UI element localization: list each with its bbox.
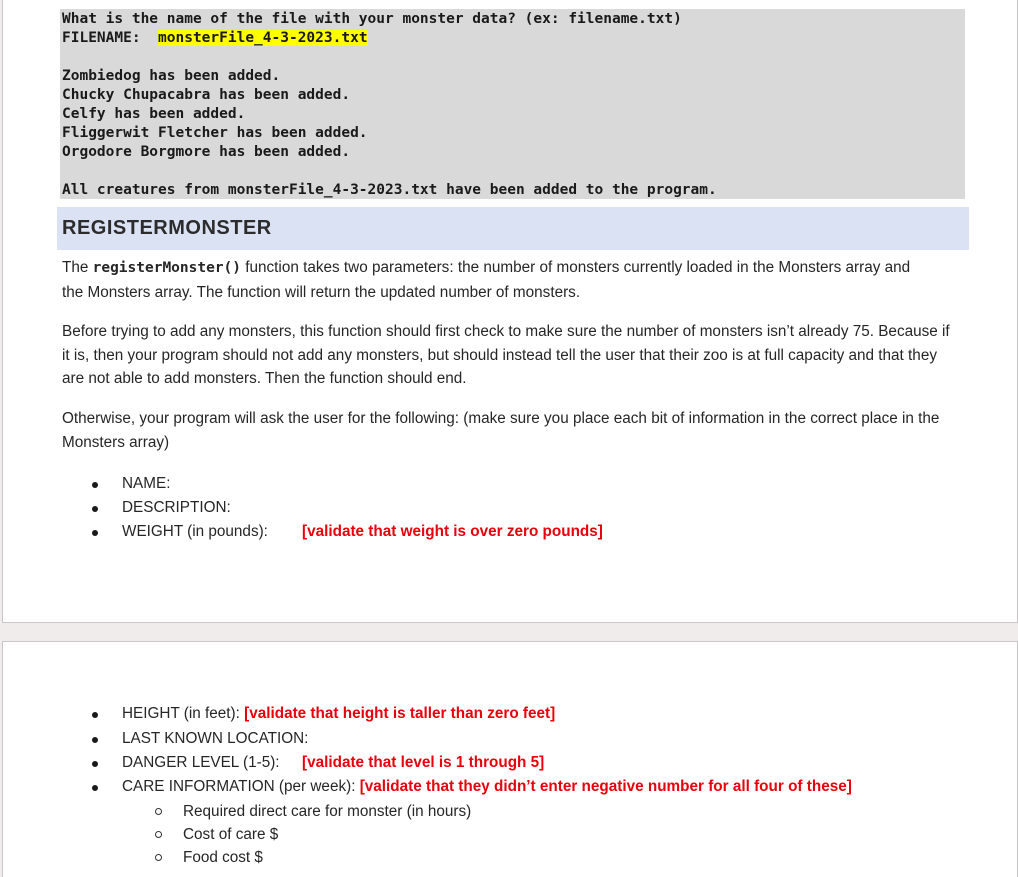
- console-filename-line: [62, 29, 965, 48]
- field-label: [122, 702, 555, 726]
- list-item-weight: [98, 520, 948, 544]
- validation-note: [validate that weight is over zero pounds]: [302, 523, 603, 540]
- field-label-text: HEIGHT (in feet):: [122, 705, 240, 722]
- circle-bullet-icon: [155, 808, 162, 815]
- text-run: function takes two parameters: the number of monsters currently loaded in the Monsters array and: [241, 259, 911, 276]
- list-item-danger-level: [98, 751, 948, 775]
- sub-item-label: Food cost $: [183, 849, 263, 866]
- console-added-line: Celfy has been added.: [62, 106, 246, 122]
- sub-list-item: [155, 823, 855, 846]
- paragraph-line: Before trying to add any monsters, this function should first check to make sure the number of monsters isn’t already 75. Because if: [62, 323, 950, 340]
- section-heading: REGISTERMONSTER: [57, 207, 969, 250]
- validation-note: [validate that they didn’t enter negative number for all four of these]: [359, 778, 852, 795]
- list-item-location: [98, 727, 948, 751]
- paragraph-capacity-check: [62, 320, 967, 391]
- circle-bullet-icon: [155, 854, 162, 861]
- validation-note: [validate that height is taller than zero feet]: [244, 705, 556, 722]
- console-summary-line: All creatures from monsterFile_4-3-2023.txt have been added to the program.: [62, 182, 717, 198]
- paragraph-user-prompt-intro: [62, 407, 967, 454]
- bullet-icon: [92, 482, 98, 488]
- paragraph-function-description: [62, 256, 967, 304]
- filename-label: FILENAME:: [62, 30, 159, 46]
- field-label: DESCRIPTION:: [122, 499, 231, 516]
- console-added-line: Chucky Chupacabra has been added.: [62, 87, 351, 103]
- console-blank-line: [62, 162, 965, 181]
- field-label: NAME:: [122, 475, 171, 492]
- document-page-1: [2, 0, 1018, 623]
- bullet-icon: [92, 506, 98, 512]
- bullet-icon: [92, 712, 98, 718]
- list-item-height: [98, 702, 948, 726]
- paragraph-line: it is, then your program should not add any monsters, but should instead tell the user that their zoo is at full capacity and that they: [62, 346, 937, 364]
- field-label: DANGER LEVEL (1-5):: [122, 754, 280, 771]
- field-label: LAST KNOWN LOCATION:: [122, 730, 309, 747]
- circle-bullet-icon: [155, 831, 162, 838]
- list-item-name: [98, 472, 948, 496]
- field-label: [122, 775, 852, 799]
- list-item-care-information: [98, 775, 948, 799]
- document-page-2: [2, 641, 1018, 877]
- paragraph-line: [62, 256, 967, 281]
- paragraph-line: are not able to add monsters. Then the function should end.: [62, 370, 467, 387]
- paragraph-line: Otherwise, your program will ask the user for the following: (make sure you place each bit of information in the correct place in the: [62, 410, 940, 427]
- bullet-icon: [92, 737, 98, 743]
- console-added-line: Zombiedog has been added.: [62, 68, 281, 84]
- sub-list-item: [155, 846, 855, 869]
- sub-list-item: [155, 800, 855, 823]
- bullet-icon: [92, 761, 98, 767]
- text-run: The: [62, 259, 93, 276]
- bullet-icon: [92, 530, 98, 536]
- inline-code-function-name: registerMonster(): [92, 260, 242, 276]
- sub-item-label: Cost of care $: [183, 826, 279, 843]
- console-blank-line: [62, 48, 965, 67]
- paragraph-line: Monsters array): [62, 433, 170, 451]
- filename-value-highlight: monsterFile_4-3-2023.txt: [158, 30, 368, 46]
- field-label: WEIGHT (in pounds):: [122, 523, 268, 540]
- field-label-text: CARE INFORMATION (per week):: [122, 778, 356, 795]
- list-item-description: [98, 496, 948, 520]
- paragraph-line: the Monsters array. The function will return the updated number of monsters.: [62, 283, 581, 301]
- validation-note: [validate that level is 1 through 5]: [302, 754, 545, 771]
- console-output-block: [60, 9, 965, 199]
- sub-item-label: Required direct care for monster (in hours): [183, 803, 472, 820]
- bullet-icon: [92, 785, 98, 791]
- console-prompt-line: What is the name of the file with your monster data? (ex: filename.txt): [62, 11, 682, 27]
- console-added-line: Fliggerwit Fletcher has been added.: [62, 125, 368, 141]
- console-added-line: Orgodore Borgmore has been added.: [62, 144, 351, 160]
